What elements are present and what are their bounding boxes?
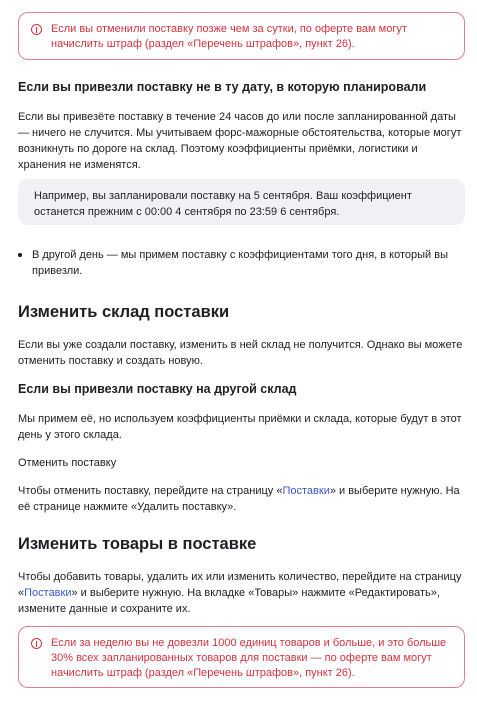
cancel-text-after: » и выберите нужную. На её странице нажмите «Удалить поставку». xyxy=(18,485,460,513)
cancel-supply-label: Отменить поставку xyxy=(18,457,117,469)
bullet-dot xyxy=(18,253,22,257)
penalty-alert-top xyxy=(18,12,465,60)
wrong-date-heading: Если вы привезли поставку не в ту дату, в которую планировали xyxy=(18,80,427,94)
supplies-link[interactable]: Поставки xyxy=(24,587,72,599)
example-note xyxy=(18,179,465,225)
list-item xyxy=(18,247,463,279)
other-warehouse-heading: Если вы привезли поставку на другой склад xyxy=(18,382,297,396)
list-item-text: В другой день — мы примем поставку с коэффициентами того дня, в который вы привезли. xyxy=(32,249,448,277)
alert-text: Если за неделю вы не довезли 1000 единиц товаров и больше, и это больше 30% всех запланированных товаров для поставки — по оферте вам могут начислить штраф (раздел «Перечень штрафов», пункт 26). xyxy=(51,637,447,679)
change-goods-heading: Изменить товары в поставке xyxy=(18,535,257,553)
cancel-supply-paragraph xyxy=(18,483,463,515)
penalty-alert-bottom xyxy=(18,626,465,688)
wrong-date-paragraph: Если вы привезёте поставку в течение 24 часов до или после запланированной даты — ничего не случится. Мы учитываем форс-мажорные обстоятельства, которые могут возникнуть по дороге на склад. Поэтому коэффициенты приёмки, логистики и хранения не изменятся. xyxy=(18,111,462,171)
change-warehouse-paragraph: Если вы уже создали поставку, изменить в ней склад не получится. Однако вы можете отменить поставку и создать новую. xyxy=(18,339,463,367)
goods-text-after: » и выберите нужную. На вкладке «Товары» нажмите «Редактировать», измените данные и сохраните их. xyxy=(18,587,440,615)
alert-text: Если вы отменили поставку позже чем за сутки, по оферте вам могут начислить штраф (раздел «Перечень штрафов», пункт 26). xyxy=(51,23,407,50)
warning-icon xyxy=(31,638,42,649)
example-text: Например, вы запланировали поставку на 5 сентября. Ваш коэффициент останется прежним с 00:00 4 сентября по 23:59 6 сентября. xyxy=(34,190,412,218)
goods-text-before: Чтобы добавить товары, удалить их или изменить количество, перейдите на страницу « xyxy=(18,571,462,599)
supplies-link[interactable]: Поставки xyxy=(282,485,330,497)
change-goods-paragraph xyxy=(18,569,463,617)
warning-icon xyxy=(31,24,42,35)
cancel-text-before: Чтобы отменить поставку, перейдите на страницу « xyxy=(18,485,283,497)
other-warehouse-paragraph: Мы примем её, но используем коэффициенты приёмки и склада, которые будут в этот день у этого склада. xyxy=(18,413,462,441)
change-warehouse-heading: Изменить склад поставки xyxy=(18,303,230,321)
